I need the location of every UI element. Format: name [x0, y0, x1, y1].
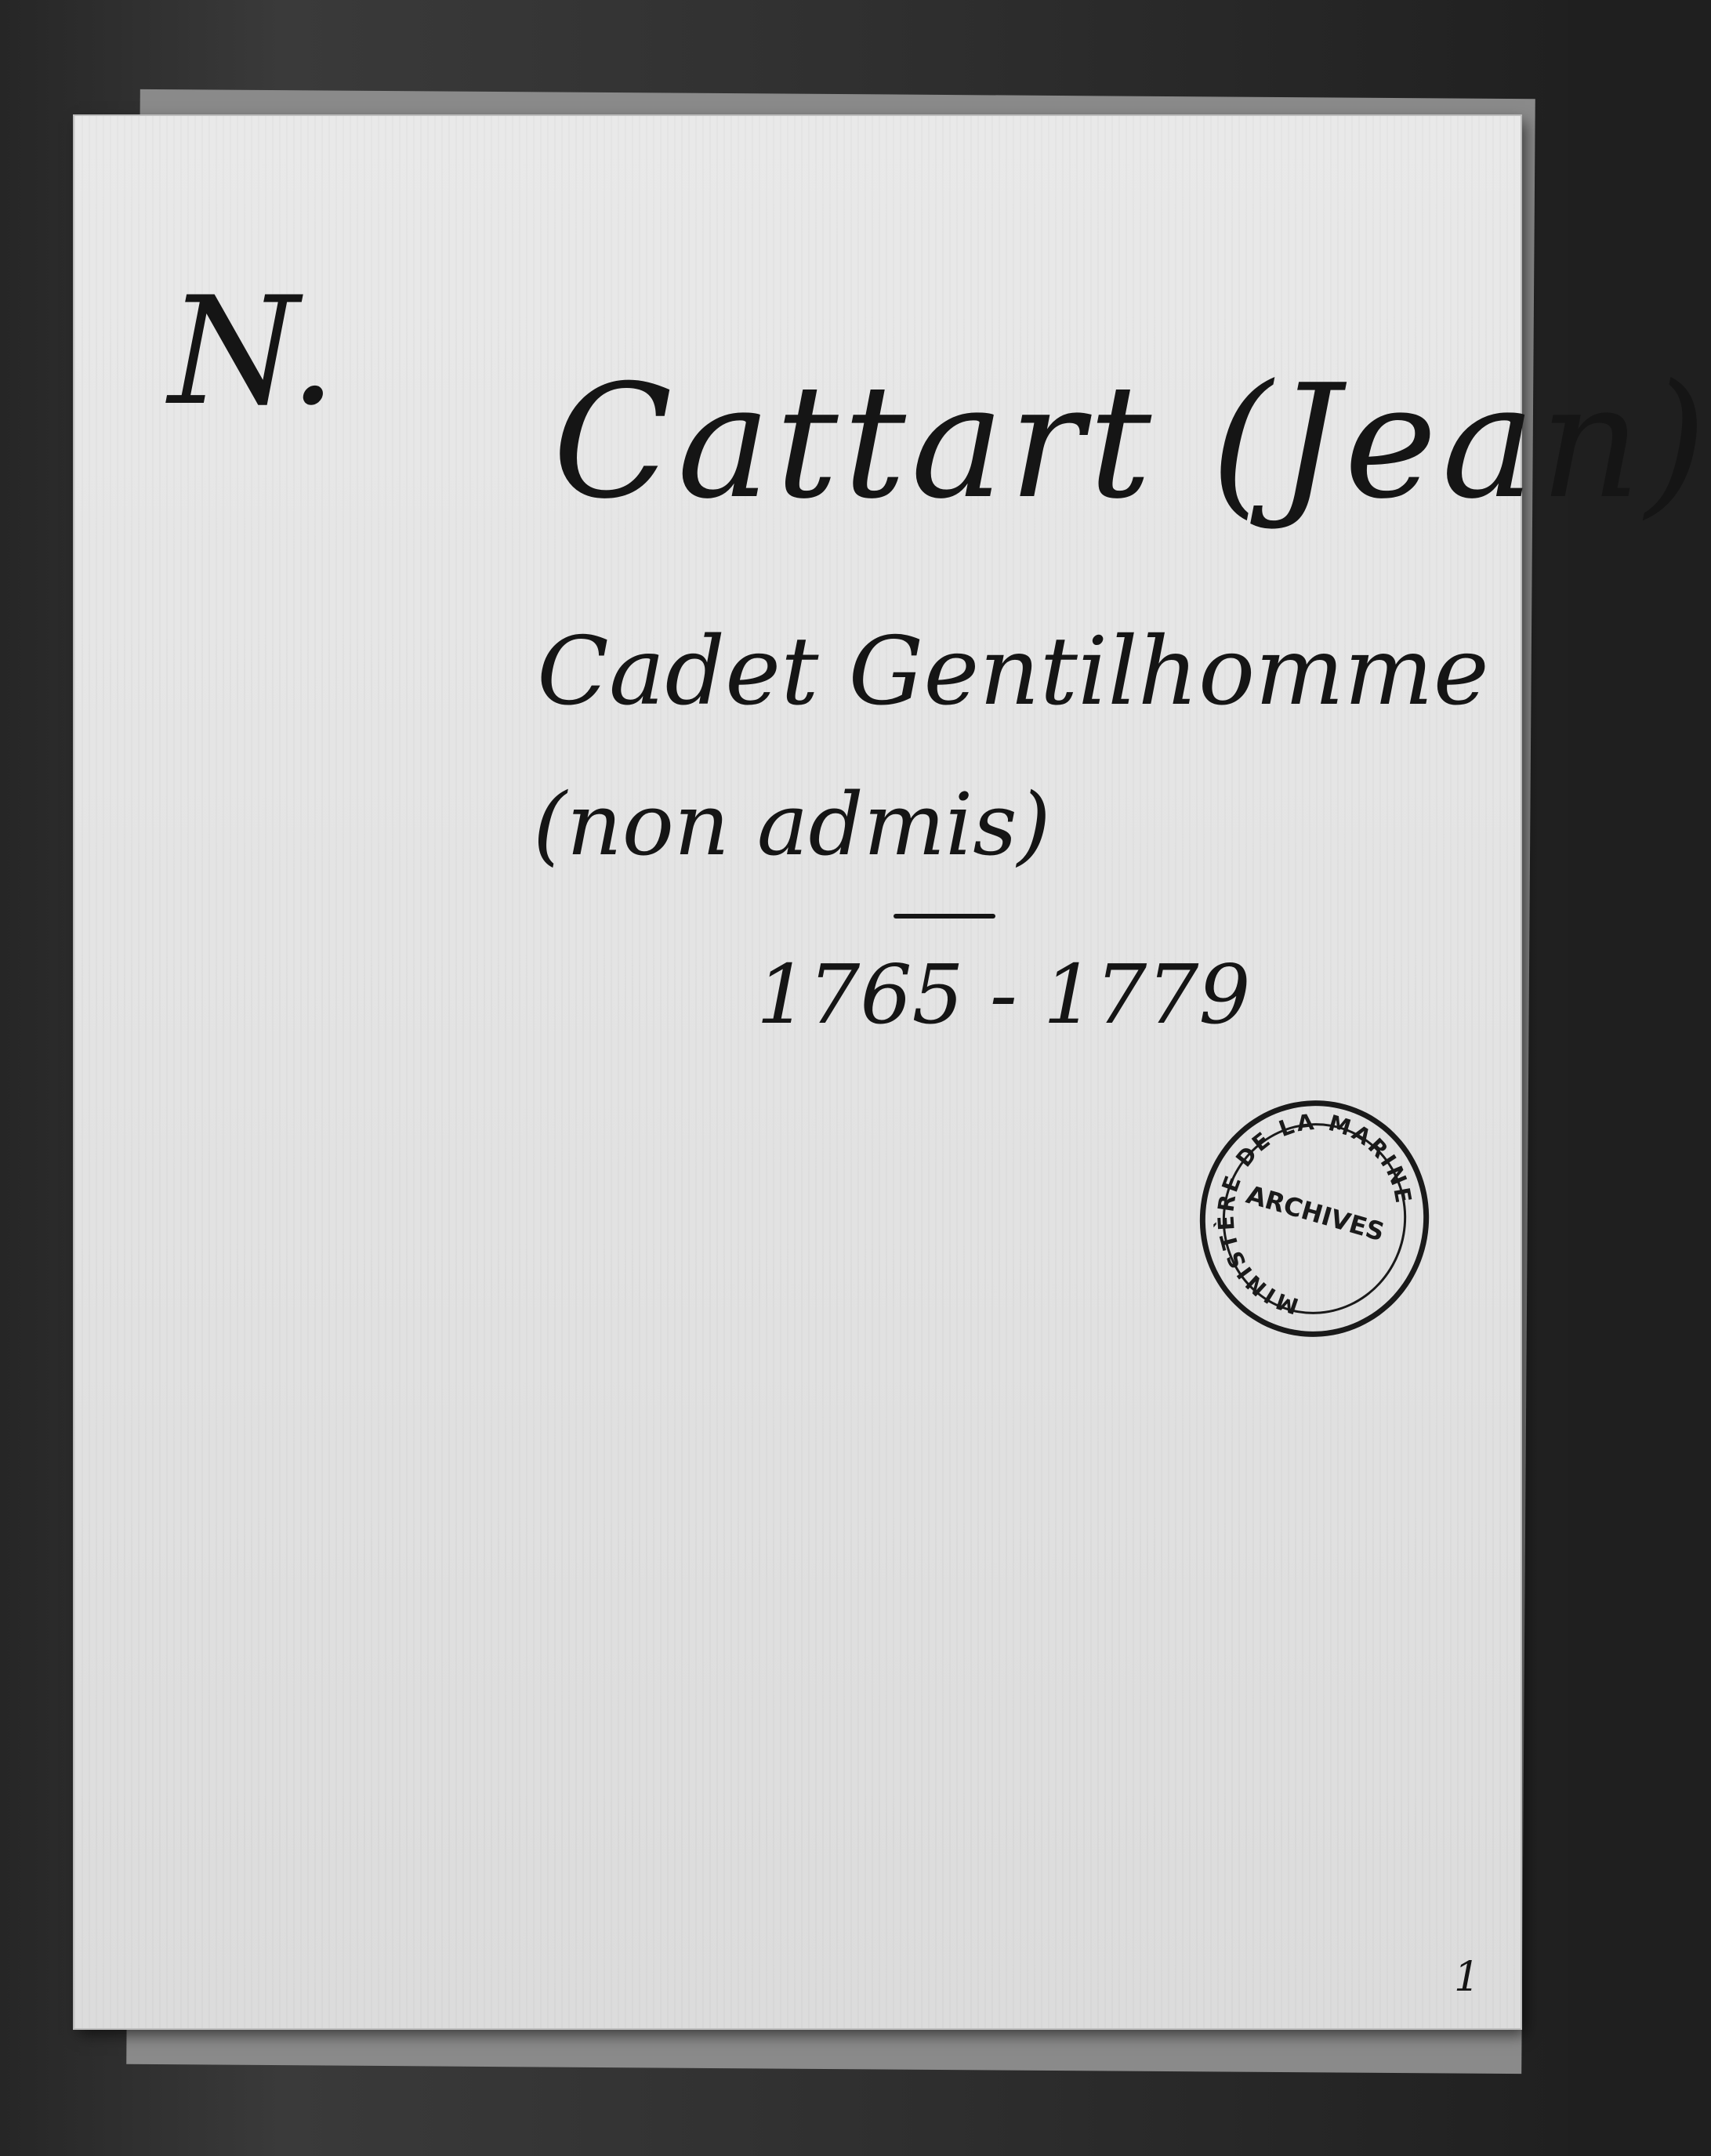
document-page [74, 116, 1711, 2028]
archive-stamp-label: ARCHIVES [1242, 1179, 1388, 1248]
person-name: Cattart (Jean) [553, 351, 1711, 534]
archive-stamp [1181, 1082, 1448, 1355]
admission-status: (non admis) [533, 774, 1051, 875]
separator-rule [894, 914, 995, 919]
file-number: N. [169, 265, 337, 438]
person-title: Cadet Gentilhomme [537, 618, 1489, 727]
archive-stamp-ring-text: MINISTÈRE DE LA MARINE [1213, 1108, 1417, 1320]
date-range: 1765 - 1779 [756, 947, 1251, 1042]
page-number: 1 [1454, 1954, 1481, 2001]
